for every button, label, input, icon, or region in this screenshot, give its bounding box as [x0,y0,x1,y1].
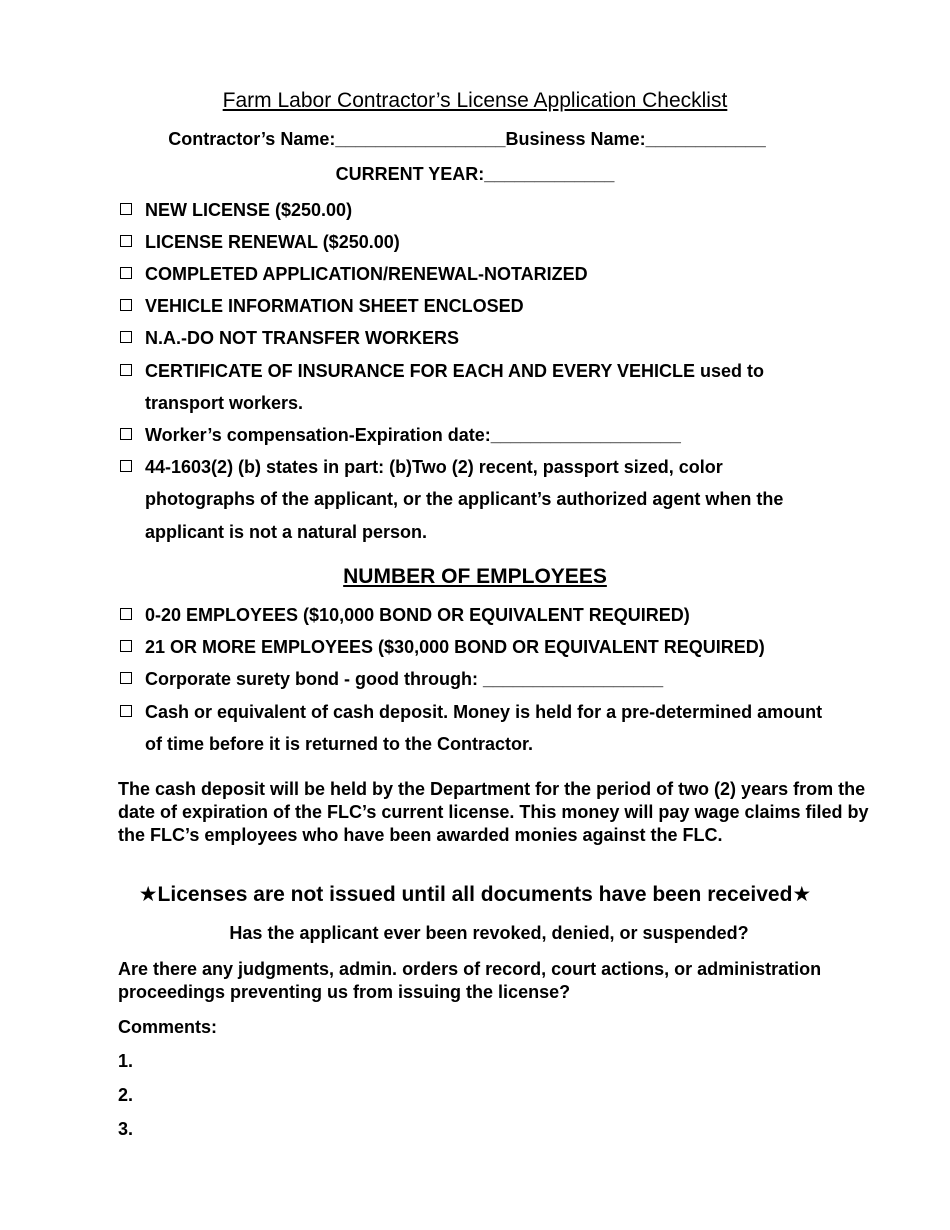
item-label-continued: transport workers. [145,393,304,413]
page-title: Farm Labor Contractor’s License Application Checklist [222,89,728,112]
item-label: 0-20 EMPLOYEES ($10,000 BOND OR EQUIVALENT REQUIRED) [145,605,690,625]
comment-number: 3. [118,1119,134,1139]
checkbox[interactable] [120,364,132,376]
checklist-item-workers-comp[interactable] [118,419,681,451]
comments-label: Comments: [118,1017,218,1037]
item-label: Corporate surety bond - good through: __________________ [145,669,664,689]
employees-heading: NUMBER OF EMPLOYEES [343,565,607,588]
checklist-item-vehicle-sheet[interactable] [118,290,524,322]
checklist-item-new-license[interactable] [118,194,352,226]
comment-number: 2. [118,1085,134,1105]
checklist-item-insurance[interactable] [118,355,764,387]
checklist-item-transfer-workers[interactable] [118,322,459,354]
checkbox[interactable] [120,460,132,472]
names-line[interactable]: Contractor’s Name:_________________Business Name:____________ [168,129,766,149]
item-label: VEHICLE INFORMATION SHEET ENCLOSED [145,296,524,316]
employees-item-surety-bond[interactable] [118,663,663,695]
checklist-item-renewal[interactable] [118,226,400,258]
item-label: Worker’s compensation-Expiration date:___________________ [145,425,681,445]
item-label-continued: photographs of the applicant, or the applicant’s authorized agent when the [145,489,784,509]
checkbox[interactable] [120,267,132,279]
checkbox[interactable] [120,428,132,440]
item-label-continued: of time before it is returned to the Contractor. [145,734,534,754]
item-label-continued: applicant is not a natural person. [145,522,428,542]
comment-number: 1. [118,1051,134,1071]
item-label: Cash or equivalent of cash deposit. Money is held for a pre-determined amount [145,702,823,722]
checkbox[interactable] [120,331,132,343]
checkbox[interactable] [120,235,132,247]
checkbox[interactable] [120,608,132,620]
checklist-item-photographs[interactable] [118,451,723,483]
checkbox[interactable] [120,299,132,311]
checkbox[interactable] [120,203,132,215]
item-label: NEW LICENSE ($250.00) [145,200,353,220]
checkbox[interactable] [120,672,132,684]
item-label: 44-1603(2) (b) states in part: (b)Two (2) recent, passport sized, color [145,457,723,477]
checklist-item-application[interactable] [118,258,588,290]
deposit-paragraph: The cash deposit will be held by the Department for the period of two (2) years from the date of expiration of the FLC’s current license. This money will pay wage claims filed by the FLC’s employees who have been awarded monies against the FLC. [118,779,869,845]
employees-item-cash-deposit[interactable] [118,696,822,728]
employees-item-21-plus[interactable] [118,631,765,663]
license-notice: ★Licenses are not issued until all documents have been received★ [138,883,812,906]
employees-item-0-20[interactable] [118,599,690,631]
checkbox[interactable] [120,640,132,652]
item-label: 21 OR MORE EMPLOYEES ($30,000 BOND OR EQUIVALENT REQUIRED) [145,637,765,657]
current-year-line[interactable]: CURRENT YEAR:_____________ [335,164,615,184]
item-label: CERTIFICATE OF INSURANCE FOR EACH AND EVERY VEHICLE used to [145,361,765,381]
revoked-question: Has the applicant ever been revoked, denied, or suspended? [229,923,749,943]
judgments-question: Are there any judgments, admin. orders of record, court actions, or administration proceedings preventing us from issuing the license? [118,959,822,1002]
item-label: COMPLETED APPLICATION/RENEWAL-NOTARIZED [145,264,588,284]
item-label: LICENSE RENEWAL ($250.00) [145,232,400,252]
item-label: N.A.-DO NOT TRANSFER WORKERS [145,328,459,348]
checkbox[interactable] [120,705,132,717]
